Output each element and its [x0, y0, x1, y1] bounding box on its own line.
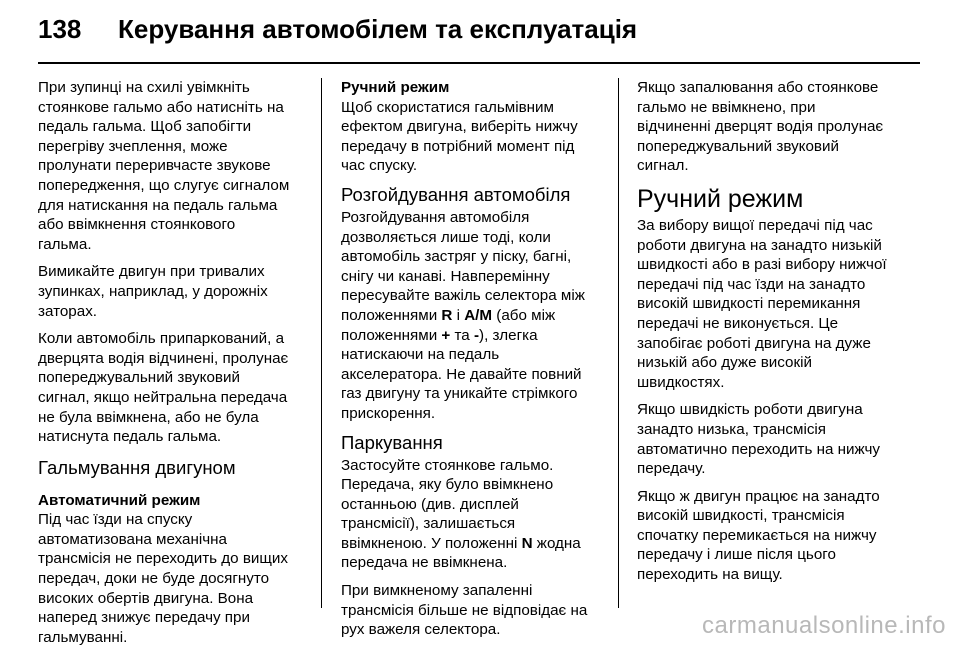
paragraph-low-speed: Якщо швидкість роботи двигуна занадто низька, трансмісія автоматично переходить на нижчу передачу. [637, 401, 880, 478]
watermark: carmanualsonline.info [702, 612, 946, 639]
heading-engine-braking: Гальмування двигуном [38, 456, 236, 478]
position-plus: + [441, 326, 451, 344]
paragraph-hill-stop: При зупинці на схилі увімкніть стоянкове гальмо або натисніть на педаль гальма. Щоб запобігти перегріву зчеплення, може пролунати переривчасте звукове попередження, що слугує сигналом для натискання на педаль гальма або ввімкнення стоянкового гальма. [38, 79, 290, 253]
position-r: R [441, 306, 453, 324]
header-rule [38, 62, 920, 64]
column-2 [341, 78, 613, 648]
position-minus: - [473, 326, 480, 344]
paragraph-door-warning: Якщо запалювання або стоянкове гальмо не ввімкнено, при відчиненні дверцят водія пролунає попереджувальний звуковий сигнал. [637, 79, 884, 175]
paragraph-ignition-off: При вимкненому запаленні трансмісія більше не відповідає на рух важеля селектора. [341, 582, 588, 639]
subheading-automatic-mode: Автоматичний режим [38, 491, 201, 509]
heading-manual-mode: Ручний режим [637, 184, 804, 213]
paragraph-automatic-braking: Під час їзди на спуску автоматизована механічна трансмісія не переходить до вищих передач, доки не буде досягнуто високих обертів двигуна. Вона наперед знижує передачу при гальмуванні. [38, 511, 288, 646]
paragraph-gear-protection: За вибору вищої передачі під час роботи двигуна на занадто низькій швидкості або в разі вибору нижчої передачі під час їзди на занадто високій швидкості перемикання передачі не виконується. Це запобігає роботі двигуна на дуже низькій або дуже високій швидкостях. [637, 216, 887, 391]
column-divider-2 [618, 78, 619, 608]
paragraph-high-speed: Якщо ж двигун працює на занадто високій швидкості, трансмісія спочатку перемикається на нижчу передачу і лише після цього переходить на вищу. [637, 487, 880, 584]
column-3 [637, 78, 915, 593]
column-1 [38, 78, 310, 655]
heading-rocking: Розгойдування автомобіля [341, 183, 571, 205]
paragraph-rocking: Розгойдування автомобіля дозволяється лише тоді, коли автомобіль застряг у піску, багні, снігу чи канаві. Навперемінну пересувайте важіль селектора між положеннями R і A/M (або між положеннями + та -), злегка натискаючи на педаль акселератора. Не давайте повний газ двигуну та уникайте стрімкого прискорення. [341, 208, 585, 422]
paragraph-parked-warning: Коли автомобіль припаркований, а дверцята водія відчинені, пролунає попереджувальний звуковий сигнал, якщо нейтральна передача не була ввімкнена, або не була натиснута педаль гальма. [38, 330, 289, 446]
page-header [38, 14, 637, 54]
column-divider-1 [321, 78, 322, 608]
paragraph-long-stops: Вимикайте двигун при тривалих зупинках, наприклад, у дорожніх заторах. [38, 263, 268, 320]
heading-parking: Паркування [341, 431, 443, 453]
paragraph-manual-braking: Щоб скористатися гальмівним ефектом двигуна, виберіть нижчу передачу в потрібний момент під час спуску. [341, 98, 578, 175]
paragraph-parking: Застосуйте стоянкове гальмо. Передача, яку було ввімкнено останньою (див. дисплей трансмісії), залишається ввімкненою. У положенні N жодна передача не ввімкнена. [341, 456, 581, 572]
subheading-manual-mode: Ручний режим [341, 79, 450, 96]
page-number: 138 [38, 14, 82, 44]
position-am: A/M [464, 306, 493, 324]
page-title: Керування автомобілем та експлуатація [118, 14, 638, 44]
position-n: N [521, 534, 533, 552]
